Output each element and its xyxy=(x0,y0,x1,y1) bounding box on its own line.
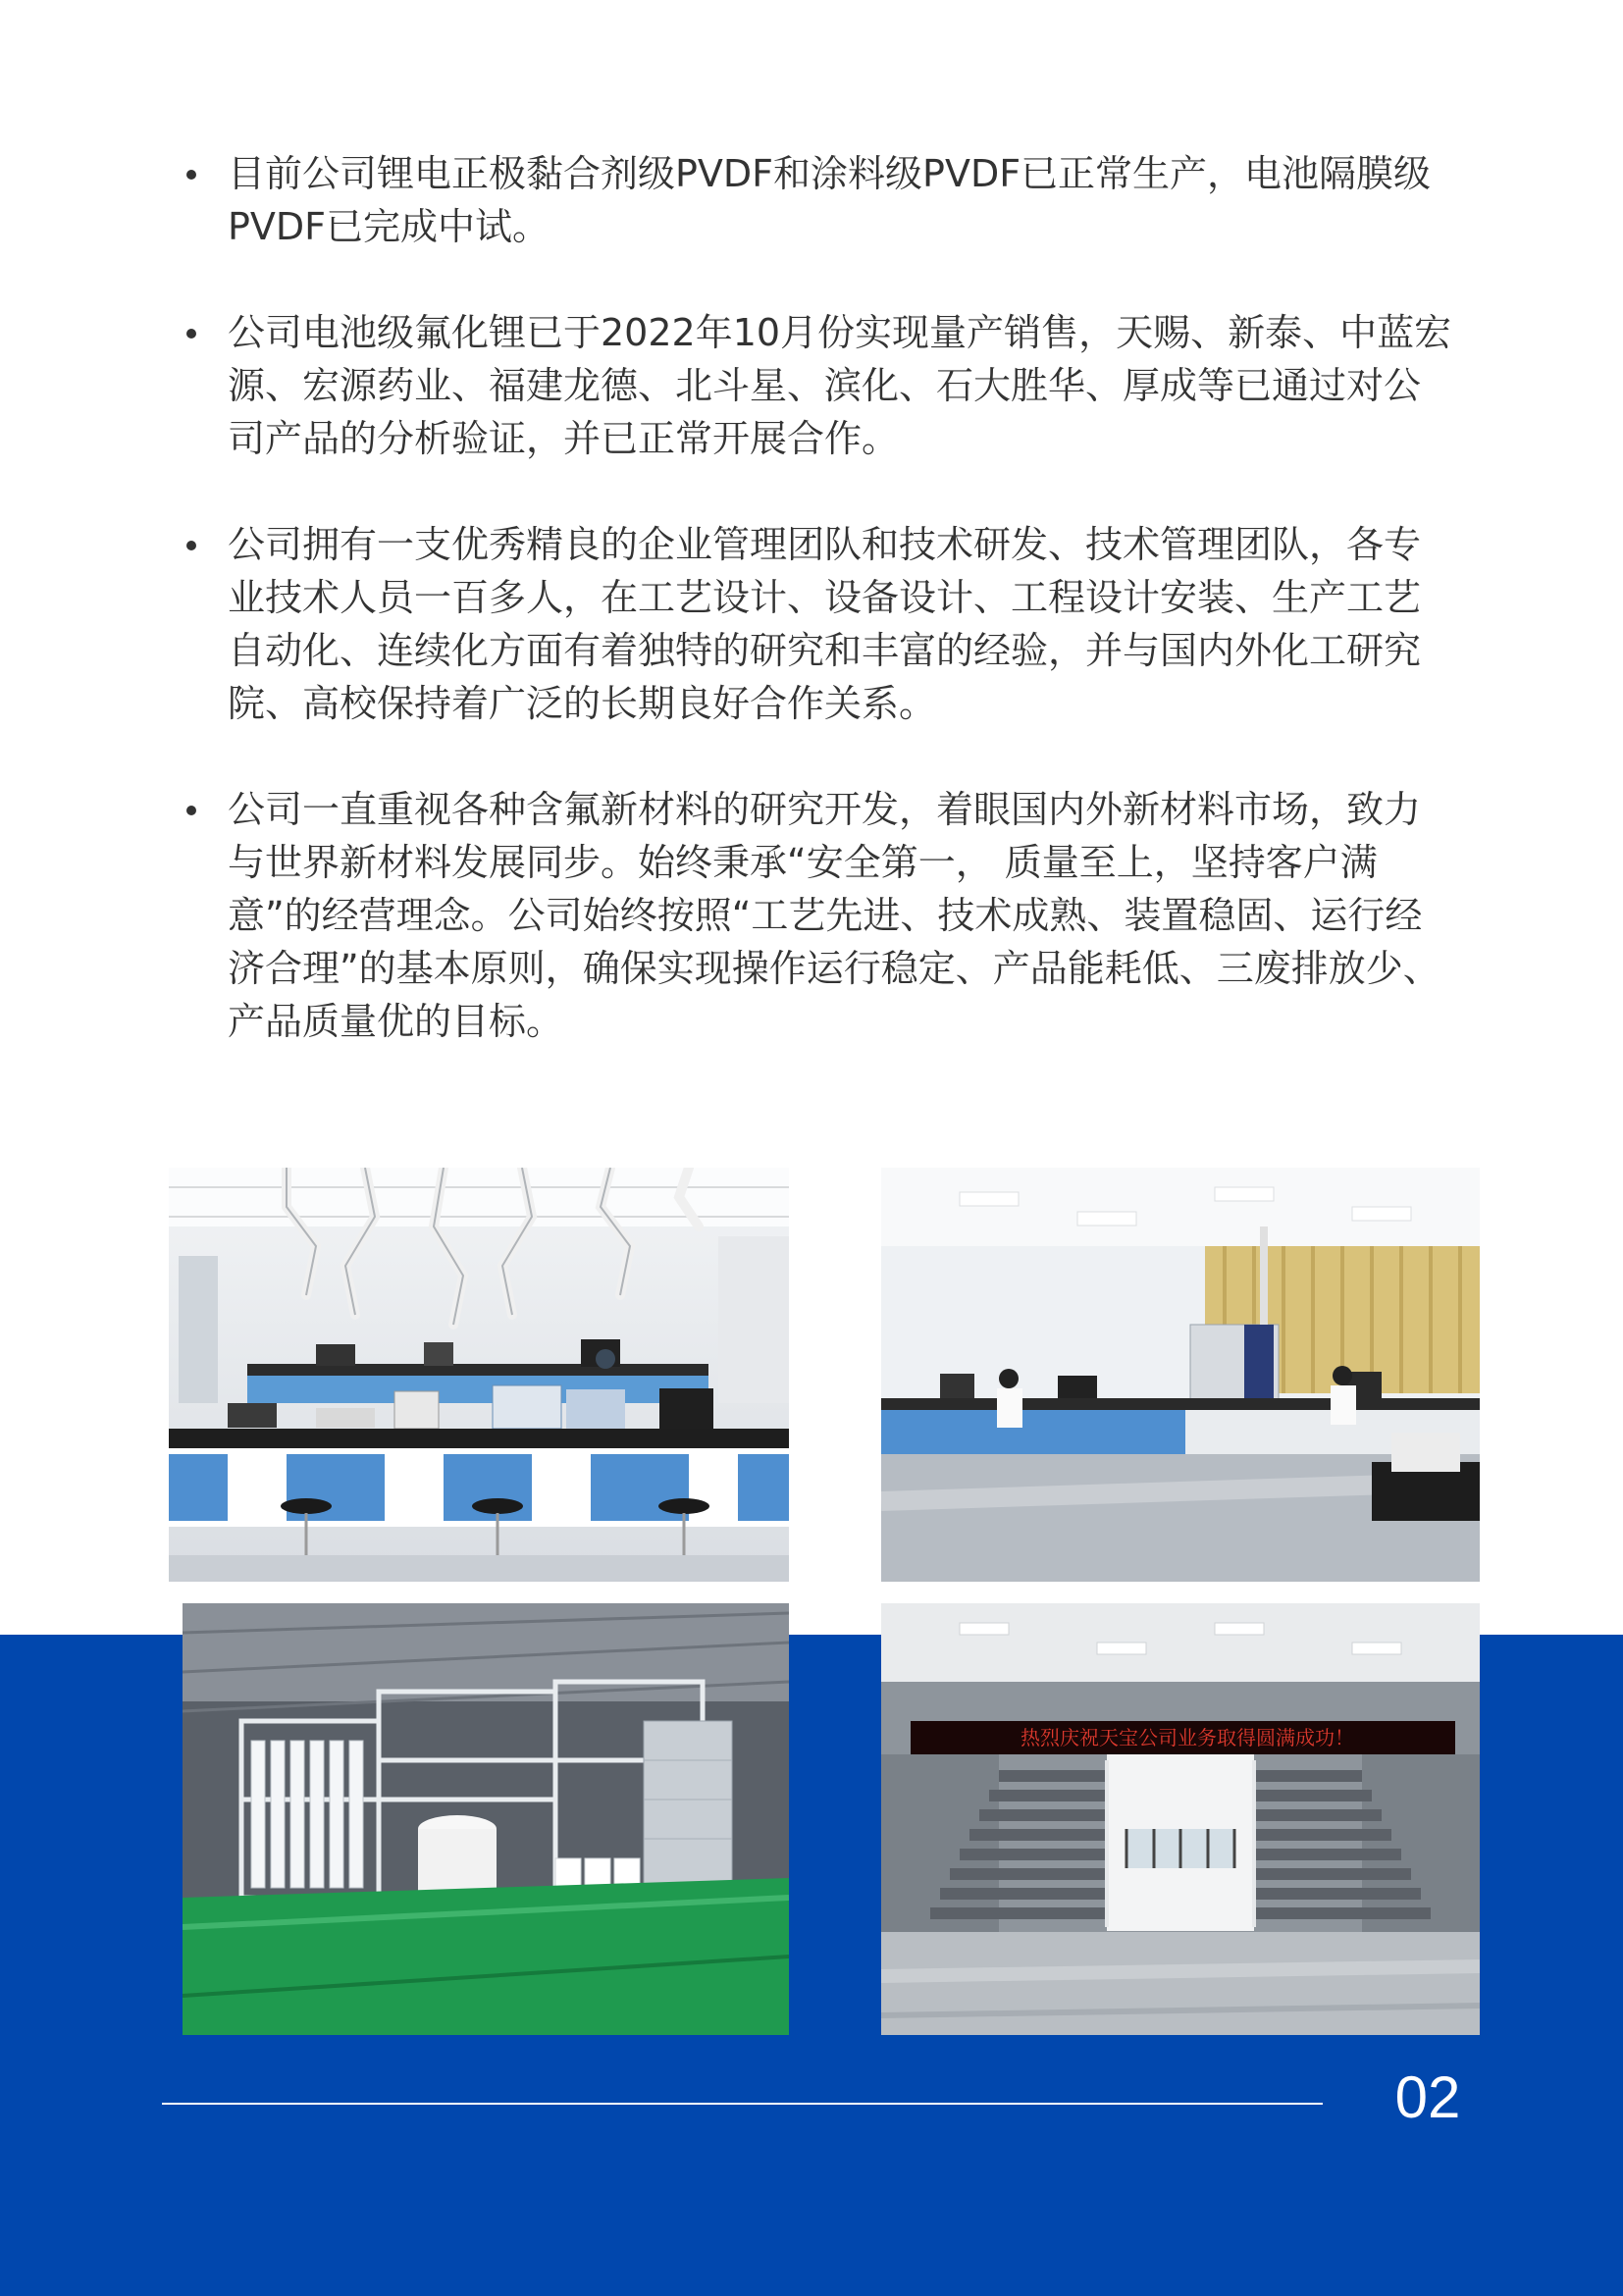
bullet-list xyxy=(177,147,1452,1101)
analysis-room-photo xyxy=(881,1168,1480,1582)
bullet-text: 目前公司锂电正极黏合剂级PVDF和涂料级PVDF已正常生产，电池隔膜级PVDF已完成中试。 xyxy=(228,152,1432,248)
analysis-room-illustration xyxy=(881,1168,1480,1582)
lobby-staircase-illustration xyxy=(881,1603,1480,2035)
laboratory-photo xyxy=(169,1168,789,1582)
bullet-item xyxy=(177,306,1452,465)
production-plant-photo xyxy=(183,1603,789,2035)
bullet-text: 公司拥有一支优秀精良的企业管理团队和技术研发、技术管理团队，各专业技术人员一百多人，在工艺设计、设备设计、工程设计安装、生产工艺自动化、连续化方面有着独特的研究和丰富的经验，并与国内外化工研究院、高校保持着广泛的长期良好合作关系。 xyxy=(228,523,1422,725)
bullet-item xyxy=(177,518,1452,730)
lobby-staircase-photo xyxy=(881,1603,1480,2035)
laboratory-illustration xyxy=(169,1168,789,1582)
bullet-item xyxy=(177,783,1452,1048)
bullet-item xyxy=(177,147,1452,253)
bullet-dot-icon xyxy=(186,806,196,815)
production-plant-illustration xyxy=(183,1603,789,2035)
bullet-text: 公司一直重视各种含氟新材料的研究开发，着眼国内外新材料市场，致力与世界新材料发展同步。始终秉承“安全第一， 质量至上，坚持客户满意”的经营理念。公司始终按照“工艺先进、技术成熟、装置稳固、运行经济合理”的基本原则，确保实现操作运行稳定、产品能耗低、三废排放少、产品质量优的目标。 xyxy=(228,788,1440,1043)
lobby-led-banner-text: 热烈庆祝天宝公司业务取得圆满成功！ xyxy=(1021,1726,1354,1749)
bullet-dot-icon xyxy=(186,541,196,550)
bullet-dot-icon xyxy=(186,170,196,180)
page-number: 02 xyxy=(1394,2064,1461,2130)
bullet-text: 公司电池级氟化锂已于2022年10月份实现量产销售，天赐、新泰、中蓝宏源、宏源药业、福建龙德、北斗星、滨化、石大胜华、厚成等已通过对公司产品的分析验证，并已正常开展合作。 xyxy=(228,311,1452,460)
bullet-dot-icon xyxy=(186,329,196,339)
footer-rule xyxy=(162,2103,1323,2105)
